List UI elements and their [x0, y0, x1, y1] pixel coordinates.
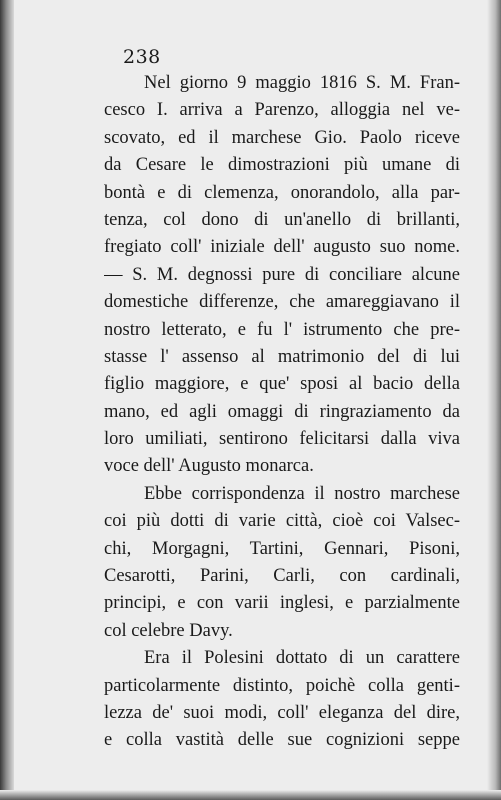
- text-line: tenza, col dono di un'anello di brillanti,: [104, 209, 460, 230]
- bottom-edge-shadow: [0, 790, 501, 800]
- text-line: principi, e con varii inglesi, e parzialmente: [104, 593, 460, 614]
- text-line: stasse l' assenso al matrimonio del di lui: [104, 346, 460, 367]
- text-line: chi, Morgagni, Tartini, Gennari, Pisoni,: [104, 538, 460, 559]
- text-line: Cesarotti, Parini, Carli, con cardinali,: [104, 566, 460, 587]
- text-line: Ebbe corrispondenza il nostro marchese: [144, 483, 460, 504]
- text-line: figlio maggiore, e que' sposi al bacio della: [104, 374, 460, 395]
- text-line: cesco I. arriva a Parenzo, alloggia nel ve-: [104, 100, 460, 121]
- text-line: — S. M. degnossi pure di conciliare alcune: [104, 264, 460, 285]
- text-line: col celebre Davy.: [104, 620, 233, 641]
- body-text: [104, 70, 460, 755]
- text-line: domestiche differenze, che amareggiavano il: [104, 292, 460, 313]
- text-line: scovato, ed il marchese Gio. Paolo riceve: [104, 127, 460, 148]
- text-line: da Cesare le dimostrazioni più umane di: [104, 155, 460, 176]
- text-line: bontà e di clemenza, onorandolo, alla par-: [104, 182, 460, 203]
- text-line: mano, ed agli omaggi di ringraziamento da: [104, 401, 460, 422]
- text-line: nostro letterato, e fu l' istrumento che pre-: [104, 319, 460, 340]
- text-line: fregiato coll' iniziale dell' augusto suo nome.: [104, 237, 460, 258]
- page-number: 238: [123, 46, 161, 68]
- text-line: Era il Polesini dottato di un carattere: [144, 648, 460, 669]
- text-line: lezza de' suoi modi, coll' eleganza del dire,: [104, 702, 460, 723]
- text-line: e colla vastità delle sue cognizioni seppe: [104, 730, 460, 751]
- book-gutter-shadow: [0, 0, 14, 800]
- text-line: voce dell' Augusto monarca.: [104, 456, 314, 477]
- text-line: particolarmente distinto, poichè colla genti-: [104, 675, 460, 696]
- text-line: Nel giorno 9 maggio 1816 S. M. Fran-: [144, 73, 460, 93]
- text-line: coi più dotti di varie città, cioè coi Valsec-: [104, 511, 460, 532]
- page-edge-shadow: [487, 0, 501, 800]
- text-line: loro umiliati, sentirono felicitarsi dalla viva: [104, 429, 460, 450]
